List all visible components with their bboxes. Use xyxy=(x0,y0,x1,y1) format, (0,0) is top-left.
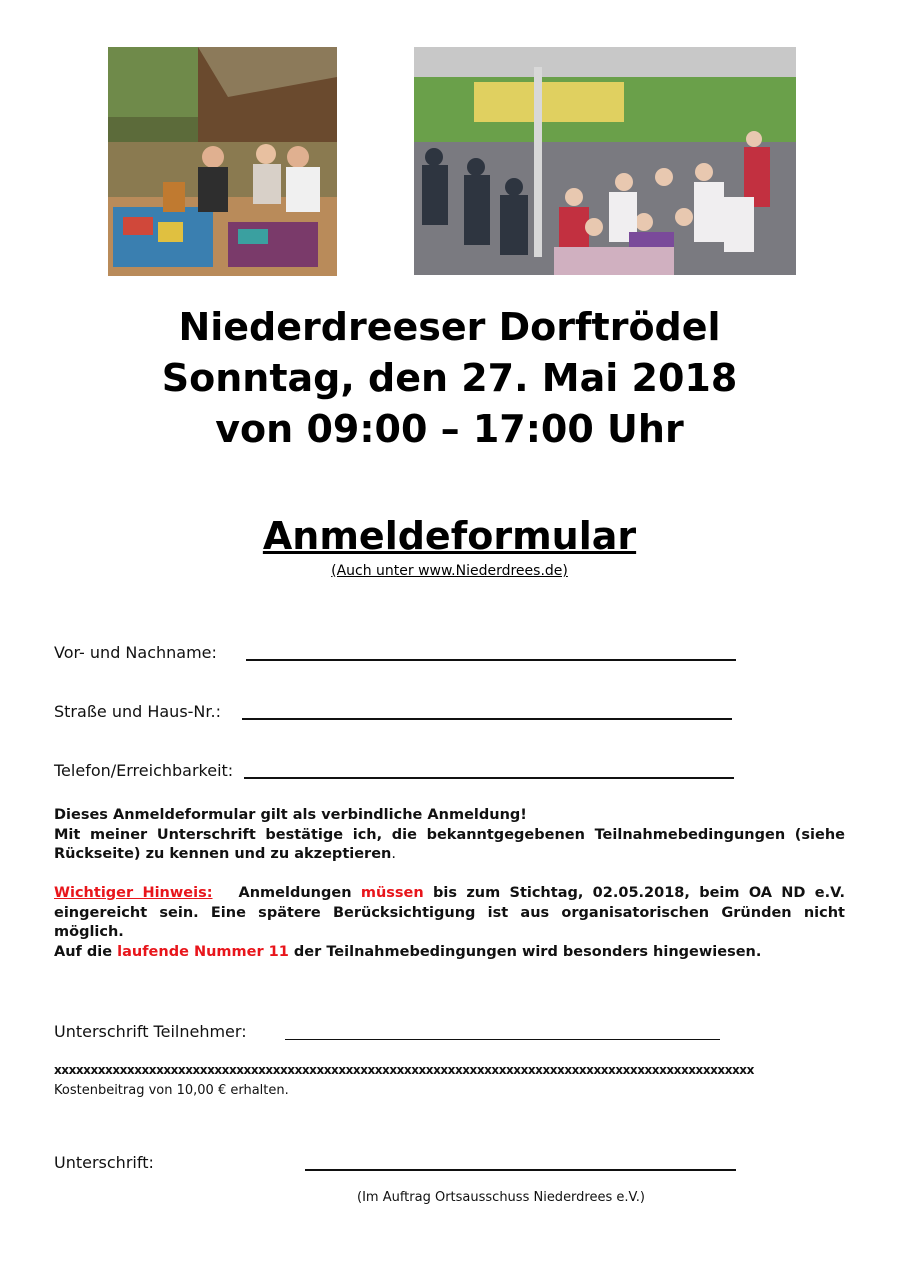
binding-notice xyxy=(54,806,845,865)
participant-signature-label: Unterschrift Teilnehmer: xyxy=(54,1022,247,1041)
on-behalf-text: (Im Auftrag Ortsausschuss Niederdrees e.V.) xyxy=(357,1190,645,1205)
important-hint-label: Wichtiger Hinweis: xyxy=(54,885,213,901)
hint-text-b: bis zum Stichtag, 02.05.2018, beim OA ND e.V. eingereicht sein. Eine spätere Berücksichtigung ist aus organisatorischen Gründen nicht möglich. xyxy=(54,885,845,940)
fee-received-text: Kostenbeitrag von 10,00 € erhalten. xyxy=(54,1083,289,1098)
street-label: Straße und Haus-Nr.: xyxy=(54,702,221,721)
event-date: Sonntag, den 27. Mai 2018 xyxy=(161,356,738,400)
form-title: Anmeldeformular xyxy=(262,514,637,558)
participant-signature-field[interactable] xyxy=(285,1039,720,1040)
event-title: Niederdreeser Dorftrödel xyxy=(178,305,721,349)
acceptance-text: Mit meiner Unterschrift bestätige ich, die bekanntgegebenen Teilnahmebedingungen (siehe Rückseite) zu kennen und zu akzeptieren xyxy=(54,826,845,862)
reference-notice xyxy=(54,943,845,963)
form-subtitle-link[interactable]: (Auch unter www.Niederdrees.de) xyxy=(331,563,568,579)
hint-text-a: Anmeldungen xyxy=(238,885,352,901)
name-label: Vor- und Nachname: xyxy=(54,643,217,662)
festival-tent-photo xyxy=(414,47,796,275)
binding-statement: Dieses Anmeldeformular gilt als verbindliche Anmeldung! xyxy=(54,807,527,823)
signature-field[interactable] xyxy=(305,1169,736,1171)
name-field[interactable] xyxy=(246,659,736,661)
phone-label: Telefon/Erreichbarkeit: xyxy=(54,761,234,780)
event-time: von 09:00 – 17:00 Uhr xyxy=(215,407,684,451)
reference-number: laufende Nummer 11 xyxy=(117,944,289,960)
acceptance-statement xyxy=(54,826,845,865)
event-header xyxy=(0,302,899,455)
reference-text-a: Auf die xyxy=(54,944,113,960)
important-notice xyxy=(54,884,845,943)
flea-market-photo xyxy=(108,47,337,276)
hint-must: müssen xyxy=(360,885,424,901)
phone-field[interactable] xyxy=(244,777,734,779)
signature-label: Unterschrift: xyxy=(54,1153,154,1172)
acceptance-period: . xyxy=(391,846,396,862)
street-field[interactable] xyxy=(242,718,732,720)
reference-text-b: der Teilnahmebedingungen wird besonders hingewiesen. xyxy=(293,944,762,960)
cut-separator: xxxxxxxxxxxxxxxxxxxxxxxxxxxxxxxxxxxxxxxxxxxxxxxxxxxxxxxxxxxxxxxxxxxxxxxxxxxxxxxxxxxxxxxxxxxxxxxx xyxy=(54,1063,754,1077)
